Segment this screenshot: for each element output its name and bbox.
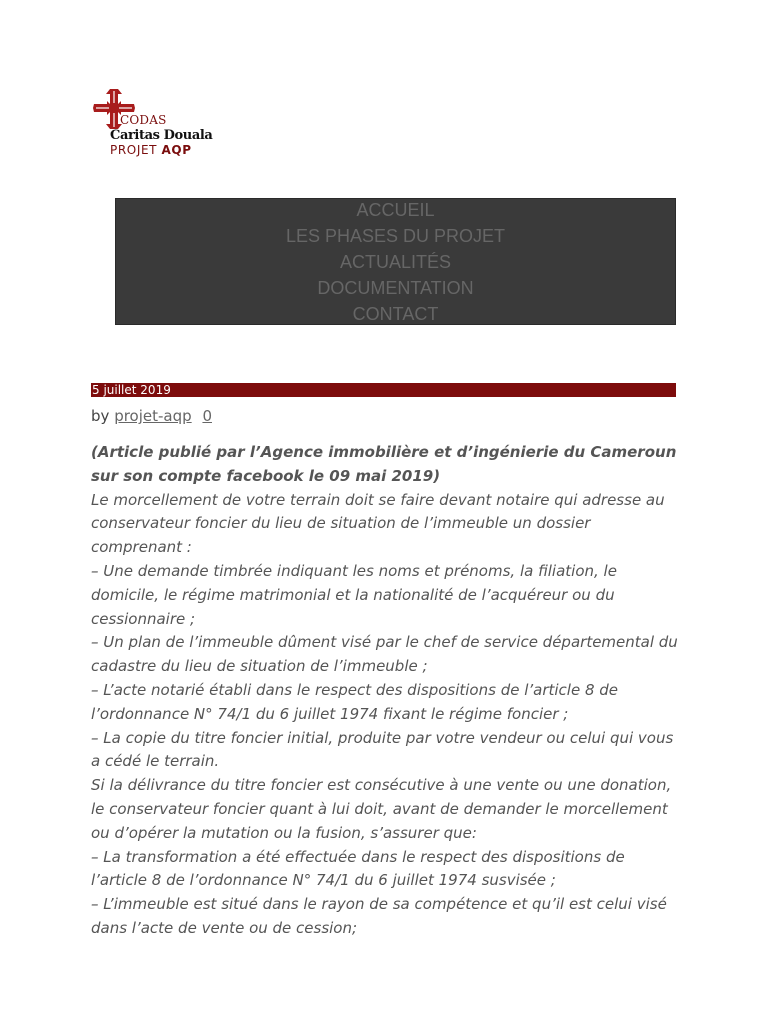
article-paragraph: – La copie du titre foncier initial, produite par votre vendeur ou celui qui vous a cédé le terrain. xyxy=(91,728,674,771)
article-paragraph: – L’acte notarié établi dans le respect des dispositions de l’article 8 de l’ordonnance N° 74/1 du 6 juillet 1974 fixant le régime foncier ; xyxy=(91,680,619,723)
nav-item-actualites[interactable]: ACTUALITÉS xyxy=(339,252,452,272)
post-date-bar xyxy=(91,383,676,397)
nav-item-contact[interactable]: CONTACT xyxy=(352,304,439,324)
nav-item-phases[interactable]: LES PHASES DU PROJET xyxy=(285,226,506,246)
site-logo[interactable] xyxy=(93,89,223,161)
by-label: by xyxy=(91,407,110,425)
article-paragraph: – Un plan de l’immeuble dûment visé par le chef de service départemental du cadastre du lieu de situation de l’immeuble ; xyxy=(91,633,678,676)
comments-count-link[interactable]: 0 xyxy=(202,407,212,425)
post-byline xyxy=(91,407,212,425)
logo-aqp-text: AQP xyxy=(161,143,192,157)
nav-item-documentation[interactable]: DOCUMENTATION xyxy=(317,278,474,298)
nav-item-accueil[interactable]: ACCUEIL xyxy=(356,200,435,220)
article-lead: (Article publié par l’Agence immobilière et d’ingénierie du Cameroun sur son compte facebook le 09 mai 2019) xyxy=(91,443,677,485)
article-paragraph: Le morcellement de votre terrain doit se faire devant notaire qui adresse au conservateur foncier du lieu de situation de l’immeuble un dossier comprenant : xyxy=(91,490,665,557)
article-paragraph: – La transformation a été effectuée dans le respect des dispositions de l’article 8 de l’ordonnance N° 74/1 du 6 juillet 1974 susvisée ; xyxy=(91,847,625,890)
author-link[interactable]: projet-aqp xyxy=(114,407,192,425)
article-paragraph: – Une demande timbrée indiquant les noms et prénoms, la filiation, le domicile, le régime matrimonial et la nationalité de l’acquéreur ou du cessionnaire ; xyxy=(91,561,617,628)
article-paragraph: – L’immeuble est situé dans le rayon de sa compétence et qu’il est celui visé dans l’acte de vente ou de cession; xyxy=(91,895,667,937)
logo-line-caritas: Caritas Douala xyxy=(110,128,213,143)
article-paragraph: Si la délivrance du titre foncier est consécutive à une vente ou une donation, le conservateur foncier quant à lui doit, avant de demander le morcellement ou d’opérer la mutation ou la fusion, s’assurer que: xyxy=(91,776,672,842)
logo-projet-text: PROJET xyxy=(110,143,162,157)
logo-line-projet xyxy=(110,143,192,157)
post-date: 5 juillet 2019 xyxy=(92,383,171,397)
main-nav xyxy=(115,198,676,325)
logo-line-codas: CODAS xyxy=(120,113,167,127)
article-body xyxy=(91,441,681,941)
